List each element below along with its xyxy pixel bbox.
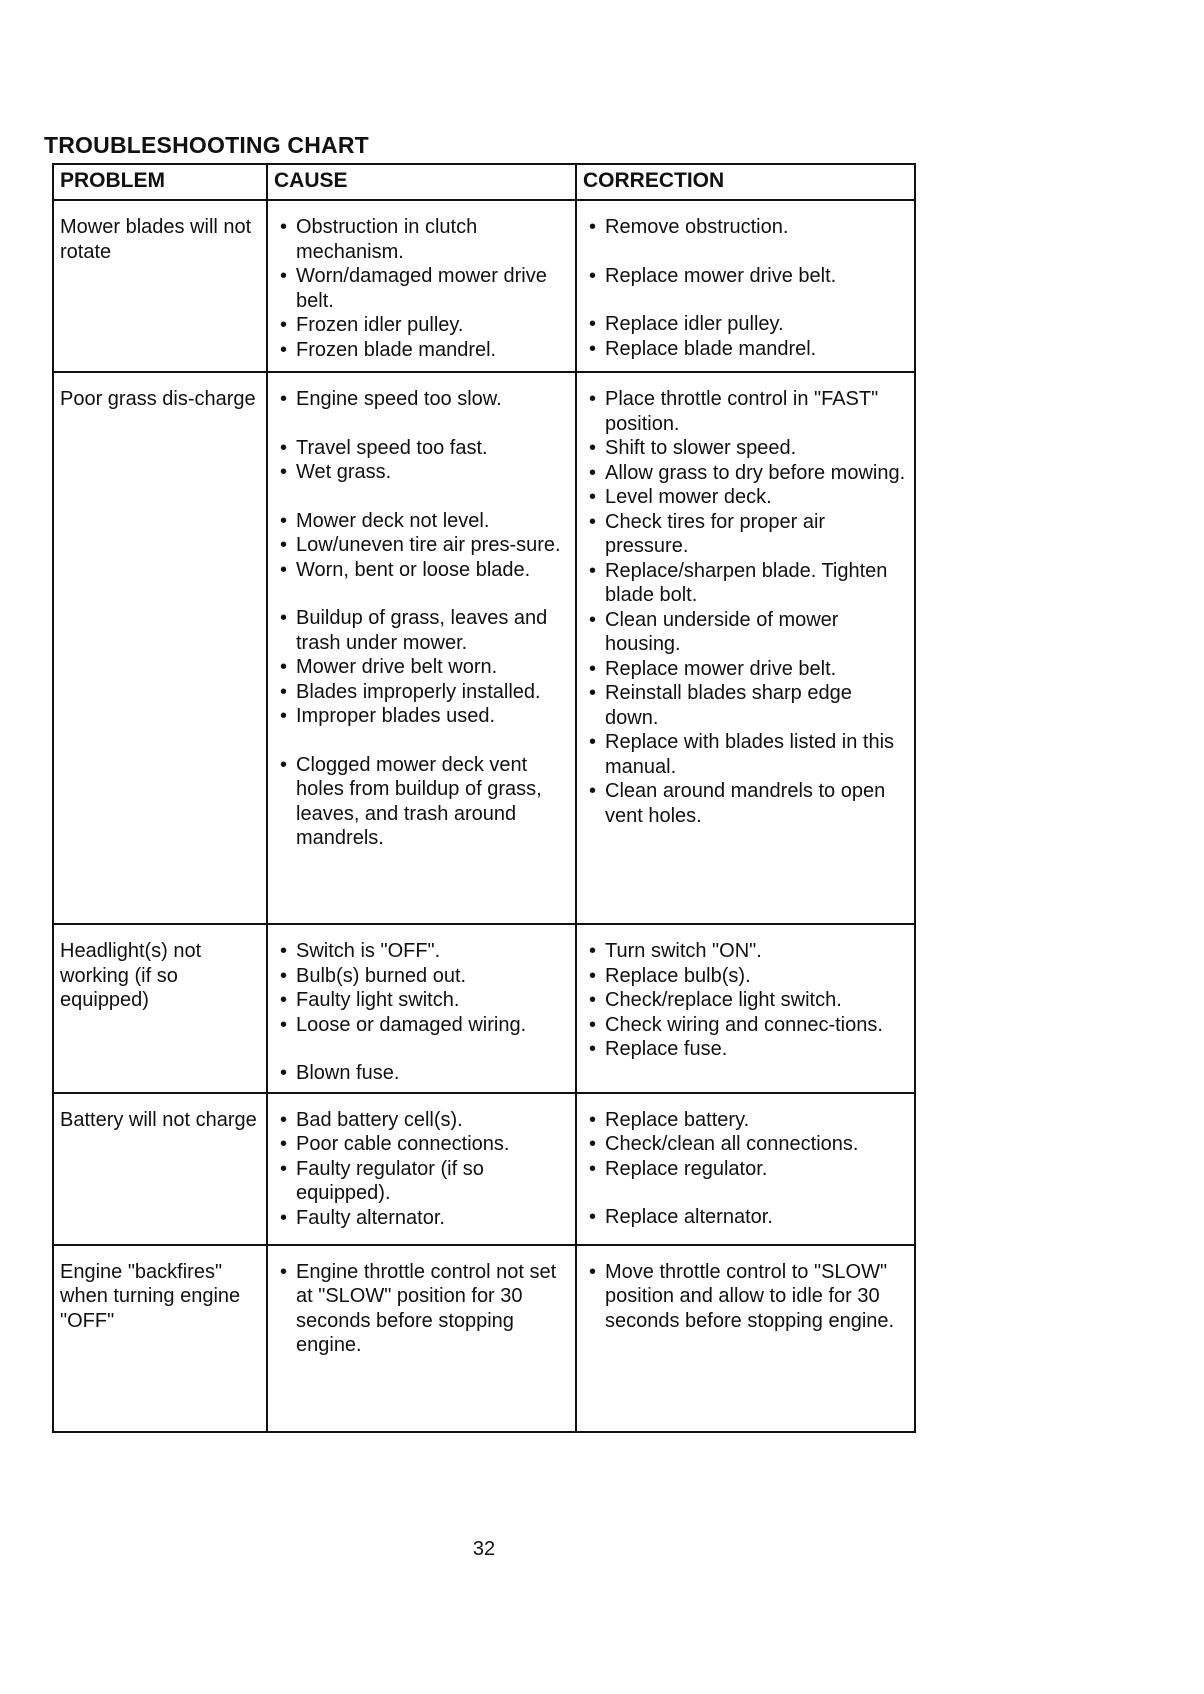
- correction-cell: [576, 1245, 915, 1432]
- table-row: [53, 1245, 915, 1432]
- cause-cell: [267, 924, 576, 1093]
- cause-item: • Wet grass.: [276, 460, 567, 485]
- cause-item: • Faulty regulator (if so equipped).: [276, 1157, 567, 1206]
- cause-item: • Engine throttle control not set at "SLOW" position for 30 seconds before stopping engine.: [276, 1260, 567, 1358]
- correction-item: • Allow grass to dry before mowing.: [585, 461, 906, 486]
- cause-item: • Faulty alternator.: [276, 1206, 567, 1231]
- correction-item: • Reinstall blades sharp edge down.: [585, 681, 906, 730]
- problem-cell: Battery will not charge: [53, 1093, 267, 1245]
- correction-item: • Move throttle control to "SLOW" position and allow to idle for 30 seconds before stopping engine.: [585, 1260, 906, 1334]
- correction-item: • Check tires for proper air pressure.: [585, 510, 906, 559]
- cause-item: • Travel speed too fast.: [276, 436, 567, 461]
- cause-item: • Blades improperly installed.: [276, 680, 567, 705]
- cause-item: • Obstruction in clutch mechanism.: [276, 215, 567, 264]
- correction-list: [585, 1260, 906, 1334]
- problem-cell: Mower blades will not rotate: [53, 200, 267, 372]
- correction-item: • Turn switch "ON".: [585, 939, 906, 964]
- cause-item: • Bulb(s) burned out.: [276, 964, 567, 989]
- correction-item: • Remove obstruction.: [585, 215, 906, 240]
- cause-cell: [267, 1093, 576, 1245]
- correction-item: • Replace mower drive belt.: [585, 264, 906, 289]
- cause-cell: [267, 372, 576, 924]
- cause-item: • Faulty light switch.: [276, 988, 567, 1013]
- table-row: [53, 372, 915, 924]
- correction-item: • Replace regulator.: [585, 1157, 906, 1182]
- correction-item: • Replace idler pulley.: [585, 312, 906, 337]
- cause-cell: [267, 1245, 576, 1432]
- problem-cell: Poor grass dis-charge: [53, 372, 267, 924]
- problem-cell: Engine "backfires" when turning engine "OFF": [53, 1245, 267, 1432]
- cause-list: [276, 1260, 567, 1358]
- cause-item: • Buildup of grass, leaves and trash under mower.: [276, 606, 567, 655]
- correction-cell: [576, 200, 915, 372]
- cause-item: • Poor cable connections.: [276, 1132, 567, 1157]
- cause-list: [276, 387, 567, 851]
- correction-list: [585, 387, 906, 828]
- correction-cell: [576, 1093, 915, 1245]
- page-number: 32: [472, 1538, 496, 1560]
- cause-header: CAUSE: [267, 164, 576, 200]
- correction-item: • Replace alternator.: [585, 1205, 906, 1230]
- cause-list: [276, 939, 567, 1086]
- cause-item: • Engine speed too slow.: [276, 387, 567, 412]
- cause-item: • Frozen idler pulley.: [276, 313, 567, 338]
- table-row: [53, 1093, 915, 1245]
- table-row: [53, 924, 915, 1093]
- correction-header: CORRECTION: [576, 164, 915, 200]
- correction-item: • Clean underside of mower housing.: [585, 608, 906, 657]
- correction-item: • Replace blade mandrel.: [585, 337, 906, 362]
- correction-cell: [576, 924, 915, 1093]
- correction-cell: [576, 372, 915, 924]
- header-row: [53, 164, 915, 200]
- correction-list: [585, 215, 906, 361]
- correction-item: • Shift to slower speed.: [585, 436, 906, 461]
- cause-item: • Mower deck not level.: [276, 509, 567, 534]
- correction-list: [585, 939, 906, 1062]
- cause-item: • Worn, bent or loose blade.: [276, 558, 567, 583]
- cause-list: [276, 1108, 567, 1231]
- correction-item: • Replace bulb(s).: [585, 964, 906, 989]
- table-row: [53, 200, 915, 372]
- cause-item: • Improper blades used.: [276, 704, 567, 729]
- troubleshooting-table: [52, 163, 916, 1433]
- cause-item: • Worn/damaged mower drive belt.: [276, 264, 567, 313]
- correction-item: • Replace battery.: [585, 1108, 906, 1133]
- cause-item: • Blown fuse.: [276, 1061, 567, 1086]
- correction-item: • Level mower deck.: [585, 485, 906, 510]
- correction-item: • Replace with blades listed in this manual.: [585, 730, 906, 779]
- cause-item: • Low/uneven tire air pres-sure.: [276, 533, 567, 558]
- cause-item: • Switch is "OFF".: [276, 939, 567, 964]
- correction-item: • Place throttle control in "FAST" position.: [585, 387, 906, 436]
- correction-item: • Replace fuse.: [585, 1037, 906, 1062]
- problem-header: PROBLEM: [53, 164, 267, 200]
- correction-list: [585, 1108, 906, 1230]
- correction-item: • Replace mower drive belt.: [585, 657, 906, 682]
- correction-item: • Check/replace light switch.: [585, 988, 906, 1013]
- problem-cell: Headlight(s) not working (if so equipped): [53, 924, 267, 1093]
- cause-item: • Frozen blade mandrel.: [276, 338, 567, 363]
- cause-item: • Loose or damaged wiring.: [276, 1013, 567, 1038]
- correction-item: • Replace/sharpen blade. Tighten blade bolt.: [585, 559, 906, 608]
- cause-item: • Clogged mower deck vent holes from buildup of grass, leaves, and trash around mandrels.: [276, 753, 567, 851]
- correction-item: • Check wiring and connec-tions.: [585, 1013, 906, 1038]
- cause-cell: [267, 200, 576, 372]
- cause-item: • Mower drive belt worn.: [276, 655, 567, 680]
- cause-item: • Bad battery cell(s).: [276, 1108, 567, 1133]
- cause-list: [276, 215, 567, 362]
- page-title: TROUBLESHOOTING CHART: [44, 132, 369, 158]
- correction-item: • Check/clean all connections.: [585, 1132, 906, 1157]
- correction-item: • Clean around mandrels to open vent holes.: [585, 779, 906, 828]
